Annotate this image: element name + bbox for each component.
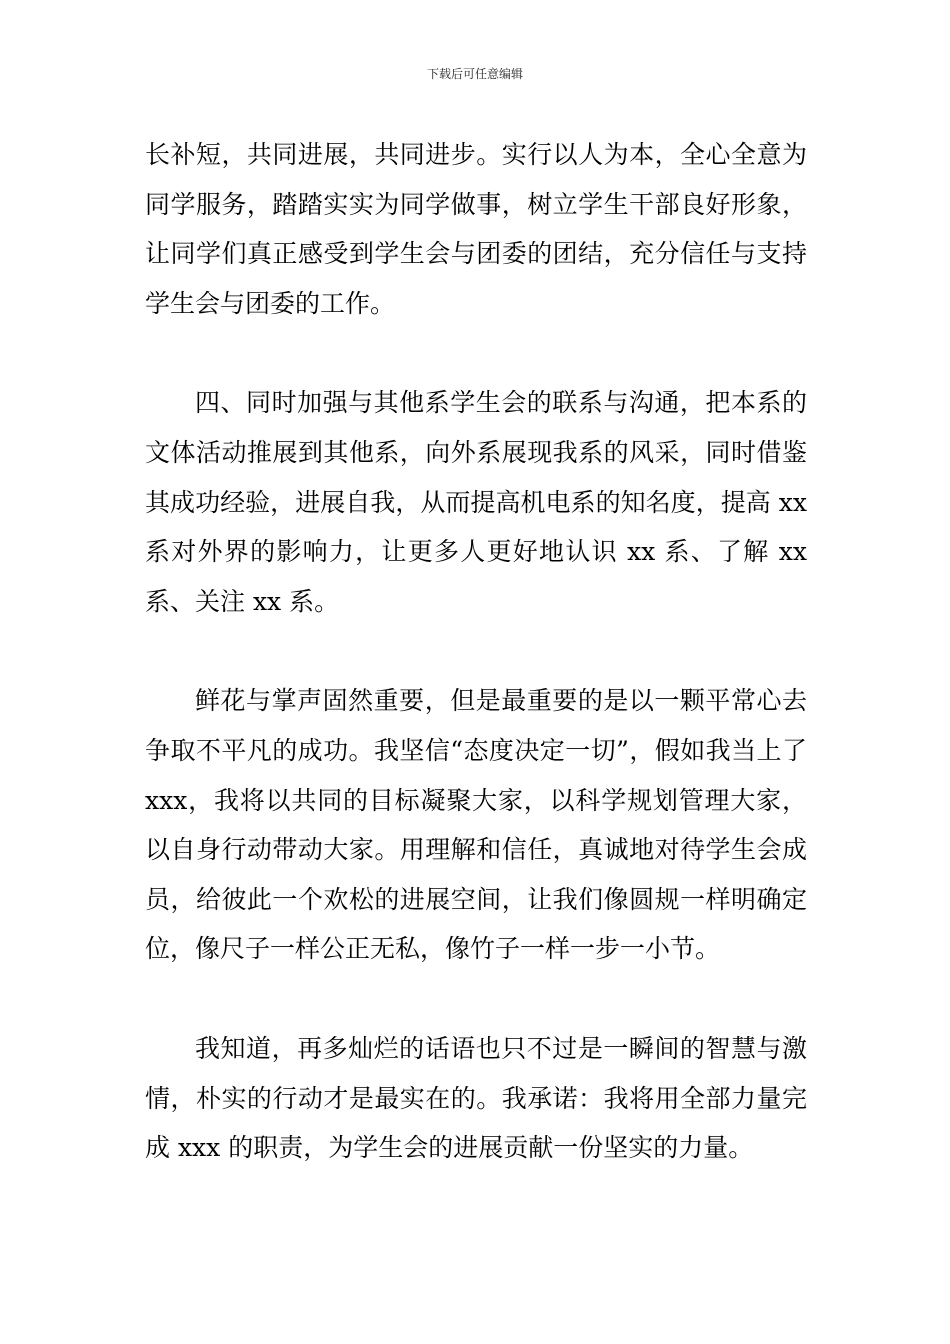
paragraph-gap	[145, 626, 807, 676]
page-header-note: 下载后可任意编辑	[426, 67, 523, 81]
paragraph-gap	[145, 974, 807, 1024]
paragraph-flowers-applause: 鲜花与掌声固然重要，但是最重要的是以一颗平常心去争取不平凡的成功。我坚信“态度决定一切”，假如我当上了 xxx，我将以共同的目标凝聚大家，以科学规划管理大家，以自身行动带动大家。用理解和信任，真诚地对待学生会成员，给彼此一个欢松的进展空间，让我们像圆规一样明确定位，像尺子一样公正无私，像竹子一样一步一小节。	[145, 686, 807, 964]
paragraph-item-four: 四、同时加强与其他系学生会的联系与沟通，把本系的文体活动推展到其他系，向外系展现我系的风采，同时借鉴其成功经验，进展自我，从而提高机电系的知名度，提高 xx 系对外界的影响力，让更多人更好地认识 xx 系、了解 xx 系、关注 xx 系。	[145, 388, 807, 616]
paragraph-continuation: 长补短，共同进展，共同进步。实行以人为本，全心全意为同学服务，踏踏实实为同学做事，树立学生干部良好形象，让同学们真正感受到学生会与团委的团结，充分信任与支持学生会与团委的工作。	[145, 140, 807, 318]
paragraph-promise: 我知道，再多灿烂的话语也只不过是一瞬间的智慧与激情，朴实的行动才是最实在的。我承诺：我将用全部力量完成 xxx 的职责，为学生会的进展贡献一份坚实的力量。	[145, 1033, 807, 1163]
paragraph-gap	[145, 328, 807, 378]
document-body	[145, 130, 807, 1173]
